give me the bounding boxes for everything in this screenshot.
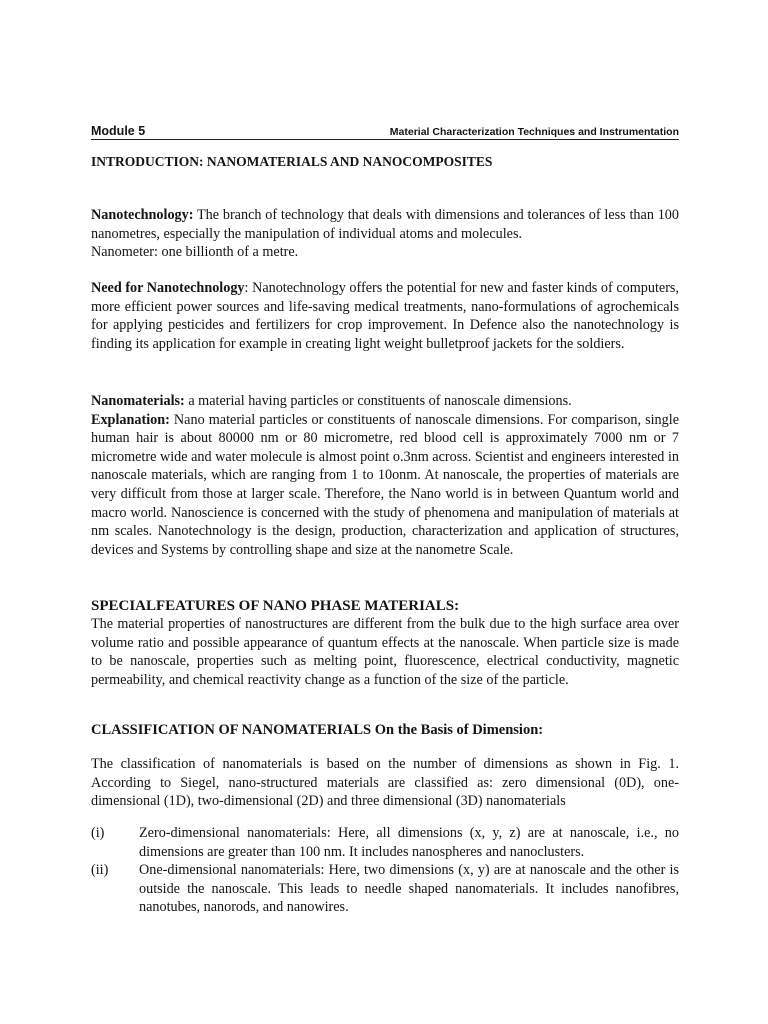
nanotechnology-section: [91, 206, 679, 262]
special-features-section: [91, 598, 679, 689]
classification-section: [91, 722, 679, 739]
list-item-number: (ii): [91, 862, 109, 879]
need-text: : Nanotechnology offers the potential for new and faster kinds of computers, more efficient power sources and life-saving medical treatments, nano-formulations of agrochemicals for applying pesticides and fertilizers for crop improvement. In Defence also the nanotechnology is finding its application for example in creating light weight bulletproof jackets for the soldiers.: [91, 280, 679, 352]
nanotechnology-paragraph: [91, 206, 679, 243]
nanomaterials-definition: a material having particles or constituents of nanoscale dimensions.: [184, 393, 572, 409]
need-term: Need for Nanotechnology: [91, 280, 245, 296]
nanomaterials-term: Nanomaterials:: [91, 393, 185, 409]
module-label: Module 5: [91, 124, 146, 138]
list-item: [91, 824, 679, 861]
special-features-heading: SPECIALFEATURES OF NANO PHASE MATERIALS:: [91, 598, 460, 614]
explanation-text: Nano material particles or constituents of nanoscale dimensions. For comparison, single human hair is about 80000 nm or 80 micrometre, red blood cell is approximately 7000 nm or 7 micrometre wide and water molecule is almost point o.3nm across. Scientist and engineers interested in nanoscale materials, which are ranging from 1 to 10onm. At nanoscale, the properties of materials are very difficult from those at larger scale. Therefore, the Nano world is in between Quantum world and macro world. Nanoscience is concerned with the study of phenomena and manipulation of materials at nm scales. Nanotechnology is the design, production, characterization and application of structures, devices and Systems by controlling shape and size at the nanometre Scale.: [91, 411, 679, 558]
nanomaterials-paragraph: [91, 392, 679, 411]
nanotechnology-definition: The branch of technology that deals with dimensions and tolerances of less than 100 nanometres, especially the manipulation of individual atoms and molecules.: [91, 207, 679, 242]
document-page: [91, 124, 679, 170]
list-item: [91, 861, 679, 917]
classification-paragraph: The classification of nanomaterials is based on the number of dimensions as shown in Fig. 1. According to Siegel, nano-structured materials are classified as: zero dimensional (0D), one-dimensional (1D), two-dimensional (2D) and three dimensional (3D) nanomaterials: [91, 756, 679, 810]
intro-heading: INTRODUCTION: NANOMATERIALS AND NANOCOMPOSITES: [91, 154, 493, 169]
classification-body: [91, 755, 679, 811]
nanomaterials-section: [91, 392, 679, 559]
classification-list: [91, 824, 679, 917]
special-features-paragraph: The material properties of nanostructures are different from the bulk due to the high surface area over volume ratio and possible appearance of quantum effects at the nanoscale. When particle size is made to be nanoscale, properties such as melting point, fluorescence, electrical conductivity, magnetic permeability, and chemical reactivity change as a function of the size of the particle.: [91, 616, 679, 688]
need-section: [91, 279, 679, 353]
list-item-text: One-dimensional nanomaterials: Here, two dimensions (x, y) are at nanoscale and the other is outside the nanoscale. This leads to needle shaped nanomaterials. It includes nanofibres, nanotubes, nanorods, and nanowires.: [139, 862, 679, 916]
nanotechnology-term: Nanotechnology:: [91, 207, 194, 223]
page-header: [91, 124, 679, 140]
header-title: Material Characterization Techniques and Instrumentation: [389, 126, 679, 138]
need-paragraph: [91, 279, 679, 353]
list-item-number: (i): [91, 825, 105, 841]
explanation-paragraph: [91, 411, 679, 560]
explanation-term: Explanation:: [91, 411, 170, 428]
classification-heading: CLASSIFICATION OF NANOMATERIALS On the Basis of Dimension:: [91, 722, 544, 738]
nanometer-line: Nanometer: one billionth of a metre.: [91, 244, 299, 261]
list-item-text: Zero-dimensional nanomaterials: Here, all dimensions (x, y, z) are at nanoscale, i.e., no dimensions are greater than 100 nm. It includes nanospheres and nanoclusters.: [139, 825, 679, 860]
